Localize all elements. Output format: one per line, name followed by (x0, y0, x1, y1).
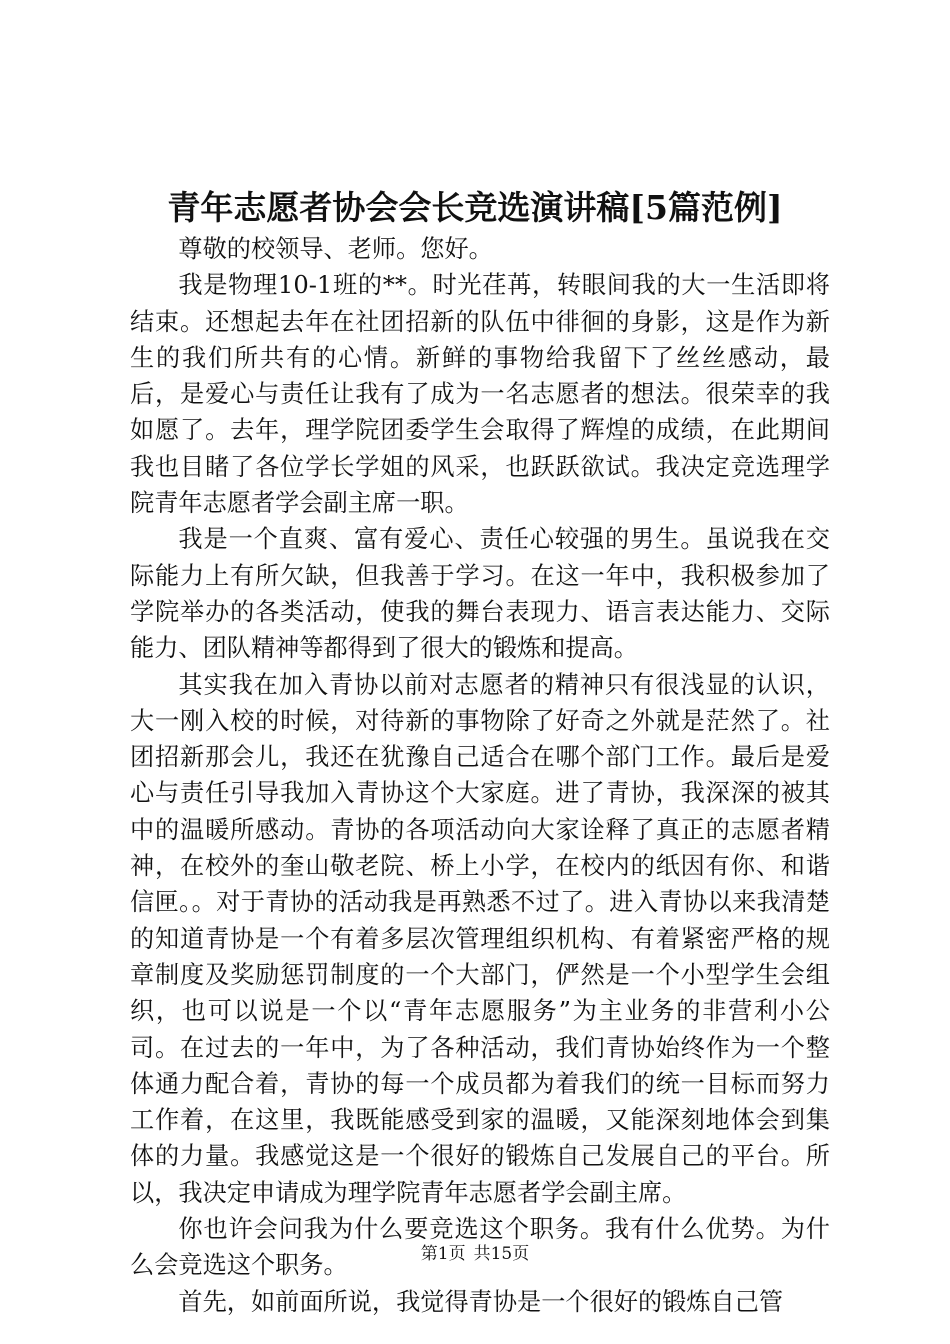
paragraph-experience: 其实我在加入青协以前对志愿者的精神只有很浅显的认识，大一刚入校的时候，对待新的事物除了好奇之外就是茫然了。社团招新那会儿，我还在犹豫自己适合在哪个部门工作。最后是爱心与责任引导我加入青协这个大家庭。进了青协，我深深的被其中的温暖所感动。青协的各项活动向大家诠释了真正的志愿者精神，在校外的奎山敬老院、桥上小学，在校内的纸因有你、和谐信匣。。对于青协的活动我是再熟悉不过了。进入青协以来我清楚的知道青协是一个有着多层次管理组织机构、有着紧密严格的规章制度及奖励惩罚制度的一个大部门，俨然是一个小型学生会组织，也可以说是一个以“青年志愿服务”为主业务的非营利小公司。在过去的一年中，为了各种活动，我们青协始终作为一个整体通力配合着，青协的每一个成员都为着我们的统一目标而努力工作着，在这里，我既能感受到家的温暖，又能深刻地体会到集体的力量。我感觉这是一个很好的锻炼自己发展自己的平台。所以，我决定申请成为理学院青年志愿者学会副主席。 (130, 670, 830, 1207)
paragraph-self-description: 我是一个直爽、富有爱心、责任心较强的男生。虽说我在交际能力上有所欠缺，但我善于学习。在这一年中，我积极参加了学院举办的各类活动，使我的舞台表现力、语言表达能力、交际能力、团队精神等都得到了很大的锻炼和提高。 (130, 525, 830, 663)
page-footer (0, 1242, 950, 1266)
paragraph-first-reason: 首先，如前面所说，我觉得青协是一个很好的锻炼自己管 (178, 1287, 784, 1316)
document-title: 青年志愿者协会会长竞选演讲稿[5篇范例] (167, 188, 783, 227)
paragraph-introduction: 我是物理10-1班的**。时光荏苒，转眼间我的大一生活即将结束。还想起去年在社团招新的队伍中徘徊的身影，这是作为新生的我们所共有的心情。新鲜的事物给我留下了丝丝感动，最后，是爱心与责任让我有了成为一名志愿者的想法。很荣幸的我如愿了。去年，理学院团委学生会取得了辉煌的成绩，在此期间我也目睹了各位学长学姐的风采，也跃跃欲试。我决定竞选理学院青年志愿者学会副主席一职。 (130, 271, 830, 518)
document-body (130, 231, 830, 1320)
paragraph-greeting: 尊敬的校领导、老师。您好。 (178, 235, 493, 263)
page-total: 共15页 (473, 1244, 530, 1264)
page-number: 第1页 (420, 1244, 466, 1264)
paragraph-question: 你也许会问我为什么要竞选这个职务。我有什么优势。为什么会竞选这个职务。 (130, 1215, 830, 1280)
